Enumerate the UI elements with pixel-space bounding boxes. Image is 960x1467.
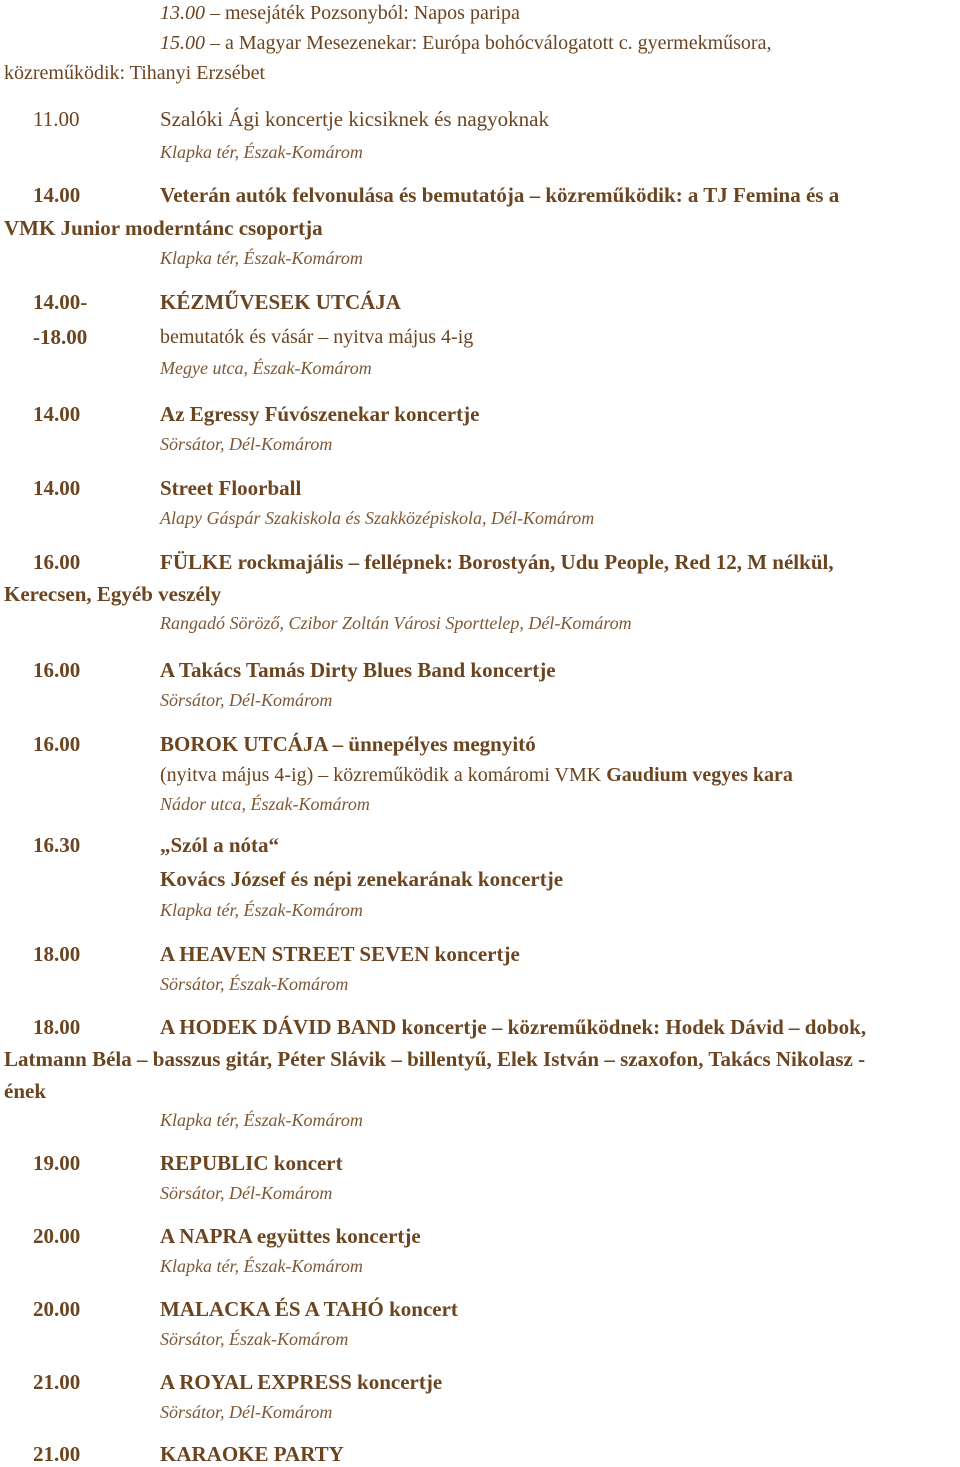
event-title: KÉZMŰVESEK UTCÁJA (160, 290, 401, 314)
event-location: Klapka tér, Észak-Komárom (160, 1256, 363, 1276)
event-title: FÜLKE rockmajális – fellépnek: Borostyán, Udu People, Red 12, M nélkül, (160, 550, 834, 574)
event-location: Sörsátor, Dél-Komárom (160, 434, 333, 454)
event-title: BOROK UTCÁJA – ünnepélyes megnyitó (160, 732, 536, 756)
event-time: 20.00 (33, 1224, 81, 1248)
event-time: 21.00 (33, 1370, 81, 1394)
event-title-cont: Latmann Béla – basszus gitár, Péter Slávik – billentyű, Elek István – szaxofon, Takács Nikolasz - (4, 1047, 866, 1071)
event-title-cont: Kerecsen, Egyéb veszély (4, 582, 222, 606)
event-title: A HEAVEN STREET SEVEN koncertje (160, 942, 520, 966)
event-title-cont: ének (4, 1079, 46, 1103)
intro-line-1 (160, 2, 520, 25)
intro-line-3: közreműködik: Tihanyi Erzsébet (4, 62, 266, 84)
event-time: 19.00 (33, 1151, 81, 1175)
event-title: KARAOKE PARTY (160, 1442, 344, 1466)
event-time: 14.00 (33, 183, 81, 207)
event-location: Sörsátor, Dél-Komárom (160, 690, 333, 710)
event-time: 14.00 (33, 476, 81, 500)
event-location: Klapka tér, Észak-Komárom (160, 142, 363, 162)
event-subtitle-b: Gaudium vegyes kara (606, 764, 793, 786)
event-location: Klapka tér, Észak-Komárom (160, 1110, 363, 1130)
event-title: Szalóki Ági koncertje kicsiknek és nagyoknak (160, 107, 549, 131)
event-location: Megye utca, Észak-Komárom (160, 358, 372, 378)
event-title: MALACKA ÉS A TAHÓ koncert (160, 1297, 458, 1321)
event-title: A NAPRA együttes koncertje (160, 1224, 421, 1248)
intro-time-2: 15.00 (160, 32, 205, 54)
event-location: Klapka tér, Észak-Komárom (160, 248, 363, 268)
event-time: 16.00 (33, 550, 81, 574)
event-title: „Szól a nóta“ (160, 833, 280, 857)
event-subtitle (160, 764, 793, 787)
event-title-cont: Kovács József és népi zenekarának koncertje (160, 867, 564, 891)
intro-line-2 (160, 32, 771, 55)
intro-time-1: 13.00 (160, 2, 205, 24)
event-time: 18.00 (33, 1015, 81, 1039)
event-time: 21.00 (33, 1442, 81, 1466)
event-title: Veterán autók felvonulása és bemutatója – közreműködik: a TJ Femina és a (160, 183, 840, 207)
event-time: 14.00- (33, 290, 88, 314)
event-subtitle-a: (nyitva május 4-ig) – közreműködik a komáromi VMK (160, 764, 607, 786)
event-location: Sörsátor, Észak-Komárom (160, 974, 349, 994)
event-location: Sörsátor, Dél-Komárom (160, 1402, 333, 1422)
event-time: 20.00 (33, 1297, 81, 1321)
event-title: A ROYAL EXPRESS koncertje (160, 1370, 443, 1394)
event-location: Nádor utca, Észak-Komárom (160, 794, 370, 814)
event-title: Street Floorball (160, 476, 302, 500)
event-time-end: -18.00 (33, 325, 88, 349)
event-subtitle: bemutatók és vásár – nyitva május 4-ig (160, 326, 474, 348)
event-title: Az Egressy Fúvószenekar koncertje (160, 402, 480, 426)
intro-text-2: – a Magyar Mesezenekar: Európa bohócválogatott c. gyermekműsora, (210, 32, 772, 54)
event-title: A HODEK DÁVID BAND koncertje – közreműködnek: Hodek Dávid – dobok, (160, 1015, 867, 1039)
event-time: 14.00 (33, 402, 81, 426)
event-title: REPUBLIC koncert (160, 1151, 343, 1175)
event-title: A Takács Tamás Dirty Blues Band koncertje (160, 658, 556, 682)
event-time: 16.30 (33, 833, 81, 857)
event-time: 11.00 (33, 107, 80, 131)
event-title-cont: VMK Junior moderntánc csoportja (4, 216, 323, 240)
intro-text-1: – mesejáték Pozsonyból: Napos paripa (210, 2, 520, 24)
event-location: Rangadó Söröző, Czibor Zoltán Városi Sporttelep, Dél-Komárom (160, 613, 632, 633)
event-location: Klapka tér, Észak-Komárom (160, 900, 363, 920)
event-time: 18.00 (33, 942, 81, 966)
event-location: Sörsátor, Észak-Komárom (160, 1329, 349, 1349)
event-location: Alapy Gáspár Szakiskola és Szakközépiskola, Dél-Komárom (160, 508, 595, 528)
event-location: Sörsátor, Dél-Komárom (160, 1183, 333, 1203)
event-time: 16.00 (33, 658, 81, 682)
event-time: 16.00 (33, 732, 81, 756)
